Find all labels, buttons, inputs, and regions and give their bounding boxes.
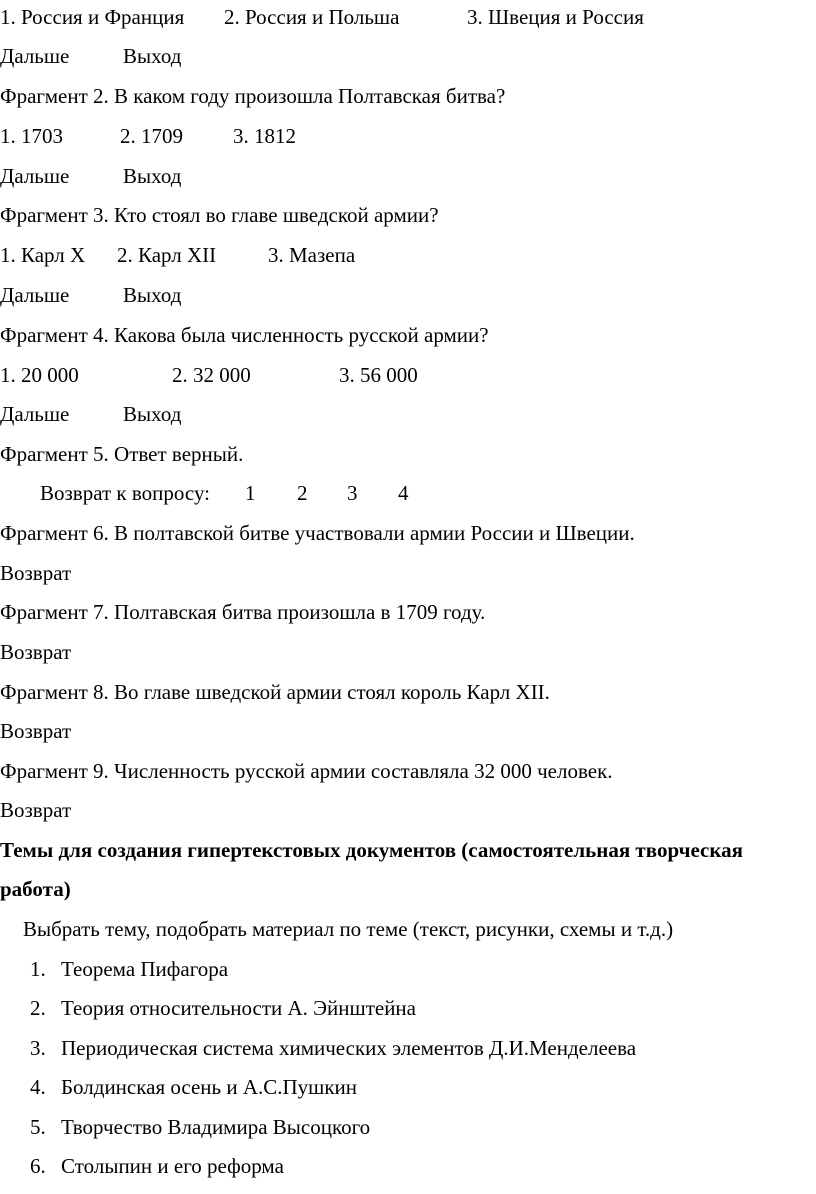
fragment1-option-3[interactable]: 3. Швеция и Россия <box>467 5 644 29</box>
exit-link[interactable]: Выход <box>123 402 182 426</box>
fragment4-option-1[interactable]: 1. 20 000 <box>0 363 79 387</box>
return-to-question-1-link[interactable]: 1 <box>245 481 256 505</box>
fragment9-text: Фрагмент 9. Численность русской армии составляла 32 000 человек. <box>0 759 613 783</box>
return-to-question-4-link[interactable]: 4 <box>398 481 409 505</box>
fragment7-text: Фрагмент 7. Полтавская битва произошла в 1709 году. <box>0 600 486 624</box>
return-link[interactable]: Возврат <box>0 561 72 585</box>
next-link[interactable]: Дальше <box>0 44 70 68</box>
list-item-text: Теория относительности А. Эйнштейна <box>61 996 416 1020</box>
return-to-question-3-link[interactable]: 3 <box>347 481 358 505</box>
fragment5-text: Фрагмент 5. Ответ верный. <box>0 442 244 466</box>
list-item-number: 2. <box>30 996 46 1020</box>
next-link[interactable]: Дальше <box>0 283 70 307</box>
fragment1-option-2[interactable]: 2. Россия и Польша <box>224 5 400 29</box>
fragment4-option-2[interactable]: 2. 32 000 <box>172 363 251 387</box>
fragment4-option-3[interactable]: 3. 56 000 <box>339 363 418 387</box>
return-to-question-2-link[interactable]: 2 <box>297 481 308 505</box>
fragment3-option-3[interactable]: 3. Мазепа <box>268 243 356 267</box>
topics-heading-line-1: Темы для создания гипертекстовых документов (самостоятельная творческая <box>0 838 743 862</box>
fragment4-question: Фрагмент 4. Какова была численность русской армии? <box>0 323 489 347</box>
fragment3-question: Фрагмент 3. Кто стоял во главе шведской армии? <box>0 203 439 227</box>
fragment6-text: Фрагмент 6. В полтавской битве участвовали армии России и Швеции. <box>0 521 635 545</box>
exit-link[interactable]: Выход <box>123 164 182 188</box>
list-item-number: 6. <box>30 1154 46 1178</box>
topics-intro: Выбрать тему, подобрать материал по теме (текст, рисунки, схемы и т.д.) <box>23 917 674 941</box>
fragment2-option-2[interactable]: 2. 1709 <box>120 124 183 148</box>
return-link[interactable]: Возврат <box>0 640 72 664</box>
fragment3-option-1[interactable]: 1. Карл X <box>0 243 86 267</box>
fragment1-option-1[interactable]: 1. Россия и Франция <box>0 5 185 29</box>
fragment3-option-2[interactable]: 2. Карл XII <box>117 243 217 267</box>
exit-link[interactable]: Выход <box>123 44 182 68</box>
list-item-number: 5. <box>30 1115 46 1139</box>
list-item-number: 4. <box>30 1075 46 1099</box>
fragment2-option-1[interactable]: 1. 1703 <box>0 124 63 148</box>
list-item-text: Болдинская осень и А.С.Пушкин <box>61 1075 358 1099</box>
list-item-number: 1. <box>30 957 46 981</box>
return-link[interactable]: Возврат <box>0 719 72 743</box>
list-item-text: Теорема Пифагора <box>61 957 229 981</box>
return-link[interactable]: Возврат <box>0 798 72 822</box>
list-item-text: Периодическая система химических элементов Д.И.Менделеева <box>61 1036 637 1060</box>
topics-heading-line-2: работа) <box>0 877 71 901</box>
fragment2-question: Фрагмент 2. В каком году произошла Полтавская битва? <box>0 84 506 108</box>
fragment8-text: Фрагмент 8. Во главе шведской армии стоял король Карл XII. <box>0 680 550 704</box>
next-link[interactable]: Дальше <box>0 402 70 426</box>
list-item-number: 3. <box>30 1036 46 1060</box>
exit-link[interactable]: Выход <box>123 283 182 307</box>
fragment2-option-3[interactable]: 3. 1812 <box>233 124 296 148</box>
list-item-text: Творчество Владимира Высоцкого <box>61 1115 371 1139</box>
list-item-text: Столыпин и его реформа <box>61 1154 284 1178</box>
return-to-question-label: Возврат к вопросу: <box>40 481 211 505</box>
next-link[interactable]: Дальше <box>0 164 70 188</box>
